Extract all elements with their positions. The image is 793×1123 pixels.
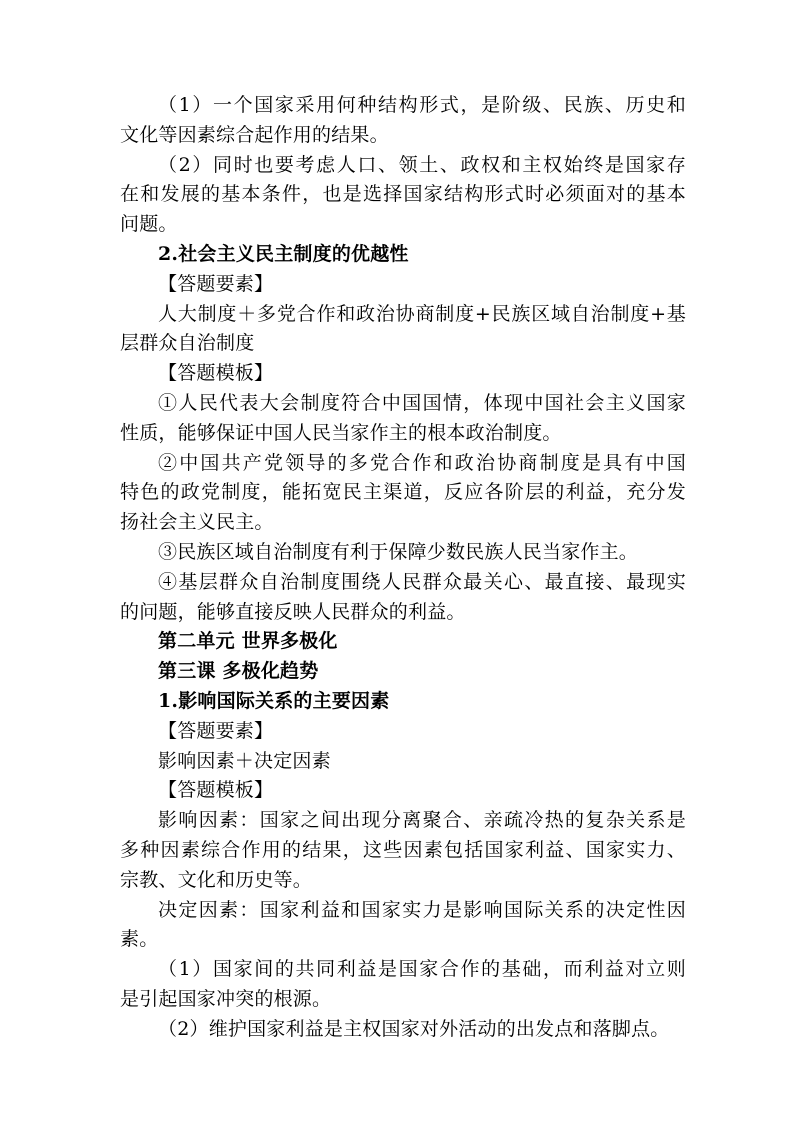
text-line: 人大制度＋多党合作和政治协商制度+民族区域自治制度+基 xyxy=(158,302,686,325)
text-line: ④基层群众自治制度围绕人民群众最关心、最直接、最现实 xyxy=(158,570,686,593)
section-heading: 1.影响国际关系的主要因素 xyxy=(158,689,390,712)
text-line: 素。 xyxy=(120,928,159,951)
text-line: ①人民代表大会制度符合中国国情，体现中国社会主义国家 xyxy=(158,391,686,414)
text-line: 的问题，能够直接反映人民群众的利益。 xyxy=(120,600,466,623)
text-line: 特色的政党制度，能拓宽民主渠道，反应各阶层的利益，充分发 xyxy=(120,481,686,504)
lesson-heading: 第三课 多极化趋势 xyxy=(158,660,319,683)
answer-elements-label: 【答题要素】 xyxy=(158,719,274,742)
text-line: ③民族区域自治制度有利于保障少数民族人民当家作主。 xyxy=(158,540,639,563)
answer-template-label: 【答题模板】 xyxy=(158,362,274,385)
text-line: 层群众自治制度 xyxy=(120,332,255,355)
text-line: 影响因素：国家之间出现分离聚合、亲疏冷热的复杂关系是 xyxy=(158,809,686,832)
text-line: 性质，能够保证中国人民当家作主的根本政治制度。 xyxy=(120,421,562,444)
text-line: 决定因素：国家利益和国家实力是影响国际关系的决定性因 xyxy=(158,898,686,921)
text-line: （2）同时也要考虑人口、领土、政权和主权始终是国家存 xyxy=(158,153,686,176)
text-line: 是引起国家冲突的根源。 xyxy=(120,987,332,1010)
text-line: （1）一个国家采用何种结构形式，是阶级、民族、历史和 xyxy=(158,94,686,116)
text-line: （2）维护国家利益是主权国家对外活动的出发点和落脚点。 xyxy=(158,1017,670,1040)
section-heading: 2.社会主义民主制度的优越性 xyxy=(158,242,409,265)
text-line: 影响因素＋决定因素 xyxy=(158,749,331,772)
text-line: 问题。 xyxy=(120,213,178,236)
answer-elements-label: 【答题要素】 xyxy=(158,272,274,295)
text-line: 宗教、文化和历史等。 xyxy=(120,868,313,891)
document-body xyxy=(120,91,686,1045)
text-line: 扬社会主义民主。 xyxy=(120,511,274,534)
text-line: （1）国家间的共同利益是国家合作的基础，而利益对立则 xyxy=(158,958,686,981)
text-line: 多种因素综合作用的结果，这些因素包括国家利益、国家实力、 xyxy=(120,838,686,861)
answer-template-label: 【答题模板】 xyxy=(158,779,274,802)
text-line: 在和发展的基本条件，也是选择国家结构形式时必须面对的基本 xyxy=(120,183,686,206)
unit-heading: 第二单元 世界多极化 xyxy=(158,630,338,653)
text-line: ②中国共产党领导的多党合作和政治协商制度是具有中国 xyxy=(158,451,686,474)
text-line: 文化等因素综合起作用的结果。 xyxy=(120,123,389,146)
